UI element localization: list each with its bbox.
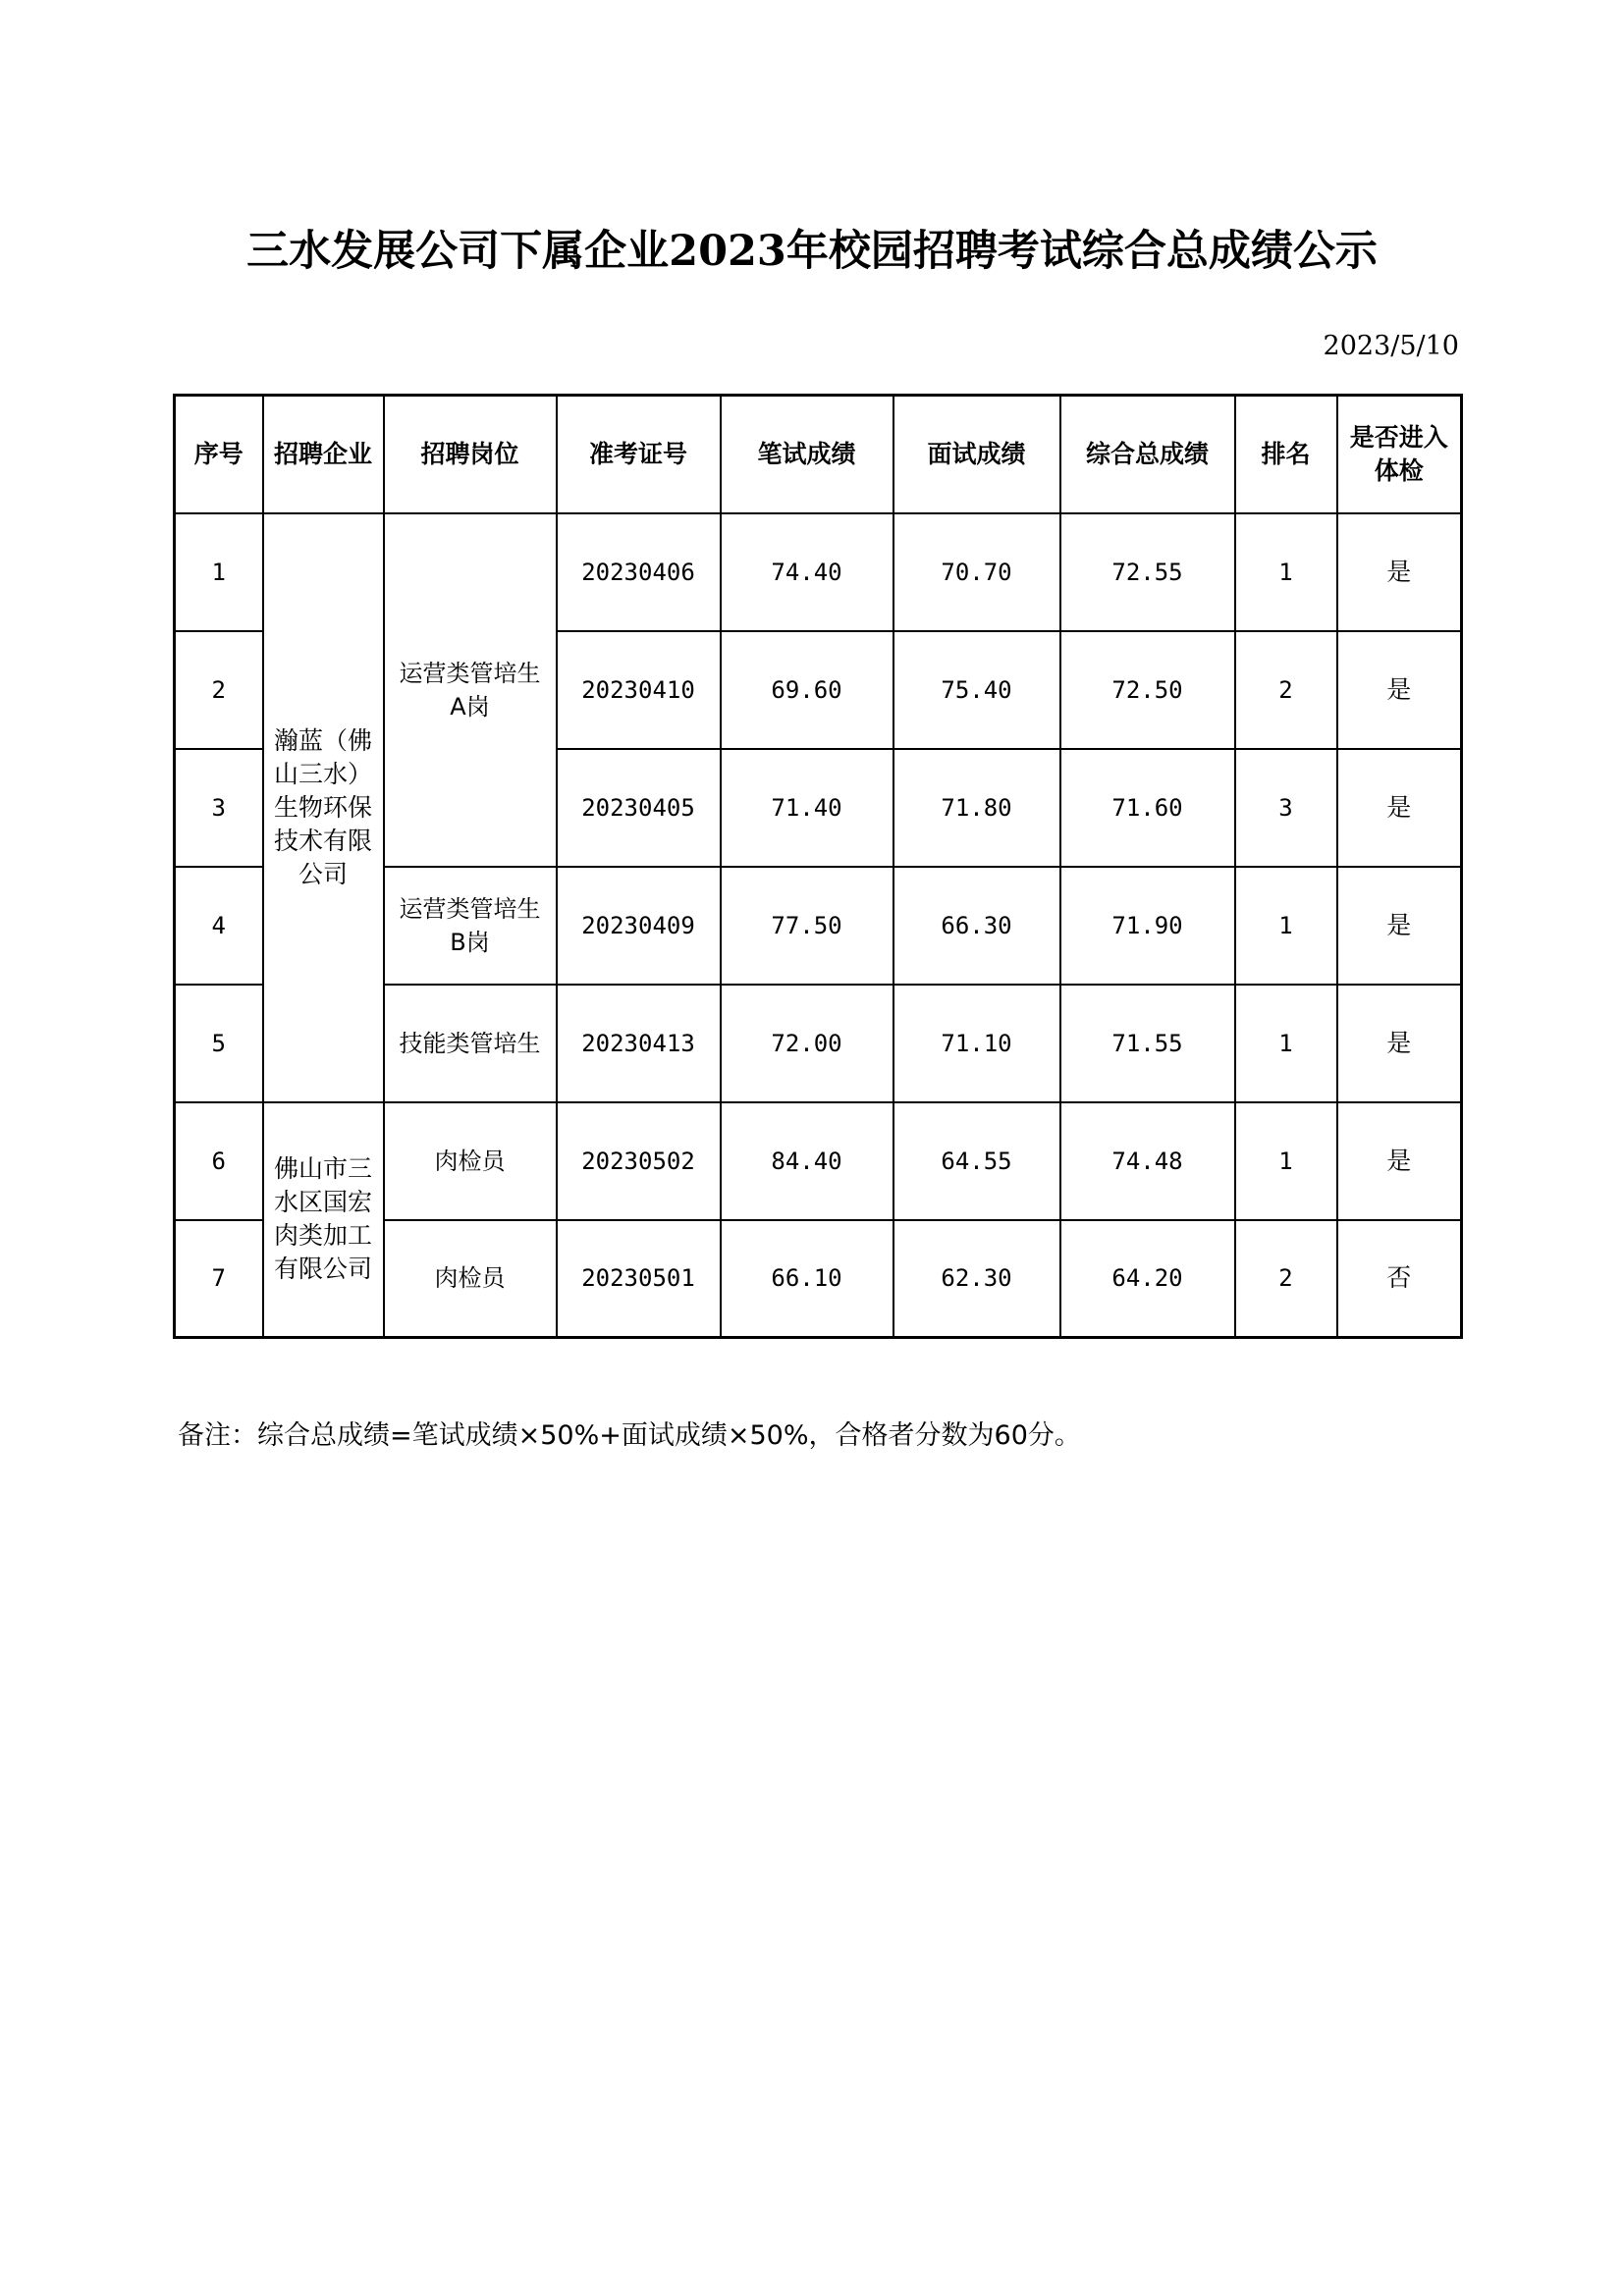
cell-total: 71.55 [1060,985,1235,1102]
cell-exam-no: 20230413 [557,985,721,1102]
cell-position: 肉检员 [384,1220,557,1338]
position-line1: 运营类管培生 [399,894,541,923]
header-physical-line1: 是否进入 [1349,422,1448,452]
cell-total: 71.90 [1060,867,1235,985]
cell-interview: 62.30 [893,1220,1060,1338]
header-seq: 序号 [175,396,263,513]
cell-exam-no: 20230410 [557,631,721,749]
cell-company: 瀚蓝（佛山三水）生物环保技术有限公司 [263,513,384,1102]
scores-table [173,394,1463,1339]
header-company: 招聘企业 [263,396,384,513]
cell-total: 64.20 [1060,1220,1235,1338]
header-position: 招聘岗位 [384,396,557,513]
header-written: 笔试成绩 [721,396,893,513]
cell-company: 佛山市三水区国宏肉类加工有限公司 [263,1102,384,1338]
cell-exam-no: 20230406 [557,513,721,631]
cell-seq: 6 [175,1102,263,1220]
position-line1: 运营类管培生 [399,659,541,687]
page-title: 三水发展公司下属企业2023年校园招聘考试综合总成绩公示 [246,227,1378,276]
cell-rank: 1 [1235,867,1337,985]
cell-total: 72.50 [1060,631,1235,749]
publish-date: 2023/5/10 [1323,331,1459,361]
header-physical-line2: 体检 [1374,455,1424,485]
cell-physical: 是 [1337,985,1462,1102]
cell-written: 77.50 [721,867,893,985]
cell-total: 74.48 [1060,1102,1235,1220]
cell-physical: 是 [1337,1102,1462,1220]
cell-physical: 是 [1337,867,1462,985]
header-physical [1337,396,1462,513]
table-header-row [175,396,1462,513]
cell-physical: 是 [1337,631,1462,749]
cell-total: 71.60 [1060,749,1235,867]
cell-seq: 5 [175,985,263,1102]
cell-interview: 75.40 [893,631,1060,749]
header-exam-no: 准考证号 [557,396,721,513]
cell-written: 72.00 [721,985,893,1102]
cell-physical: 是 [1337,749,1462,867]
cell-rank: 2 [1235,631,1337,749]
table-row [175,1102,1462,1220]
cell-seq: 7 [175,1220,263,1338]
cell-rank: 1 [1235,1102,1337,1220]
cell-seq: 3 [175,749,263,867]
cell-physical: 是 [1337,513,1462,631]
cell-seq: 4 [175,867,263,985]
cell-physical: 否 [1337,1220,1462,1338]
cell-interview: 66.30 [893,867,1060,985]
cell-position [384,513,557,867]
table-row [175,513,1462,631]
cell-written: 66.10 [721,1220,893,1338]
cell-rank: 1 [1235,985,1337,1102]
cell-interview: 71.10 [893,985,1060,1102]
position-line2: A岗 [450,692,490,721]
footnote: 备注：综合总成绩=笔试成绩×50%+面试成绩×50%，合格者分数为60分。 [178,1420,1081,1451]
cell-total: 72.55 [1060,513,1235,631]
header-rank: 排名 [1235,396,1337,513]
cell-written: 71.40 [721,749,893,867]
cell-rank: 3 [1235,749,1337,867]
cell-position: 技能类管培生 [384,985,557,1102]
cell-interview: 64.55 [893,1102,1060,1220]
cell-position: 肉检员 [384,1102,557,1220]
cell-exam-no: 20230405 [557,749,721,867]
cell-interview: 70.70 [893,513,1060,631]
cell-exam-no: 20230409 [557,867,721,985]
header-total: 综合总成绩 [1060,396,1235,513]
position-line2: B岗 [450,928,490,956]
cell-written: 74.40 [721,513,893,631]
cell-exam-no: 20230502 [557,1102,721,1220]
cell-exam-no: 20230501 [557,1220,721,1338]
cell-seq: 2 [175,631,263,749]
cell-written: 69.60 [721,631,893,749]
cell-seq: 1 [175,513,263,631]
header-interview: 面试成绩 [893,396,1060,513]
cell-interview: 71.80 [893,749,1060,867]
cell-rank: 2 [1235,1220,1337,1338]
cell-written: 84.40 [721,1102,893,1220]
cell-position [384,867,557,985]
cell-rank: 1 [1235,513,1337,631]
